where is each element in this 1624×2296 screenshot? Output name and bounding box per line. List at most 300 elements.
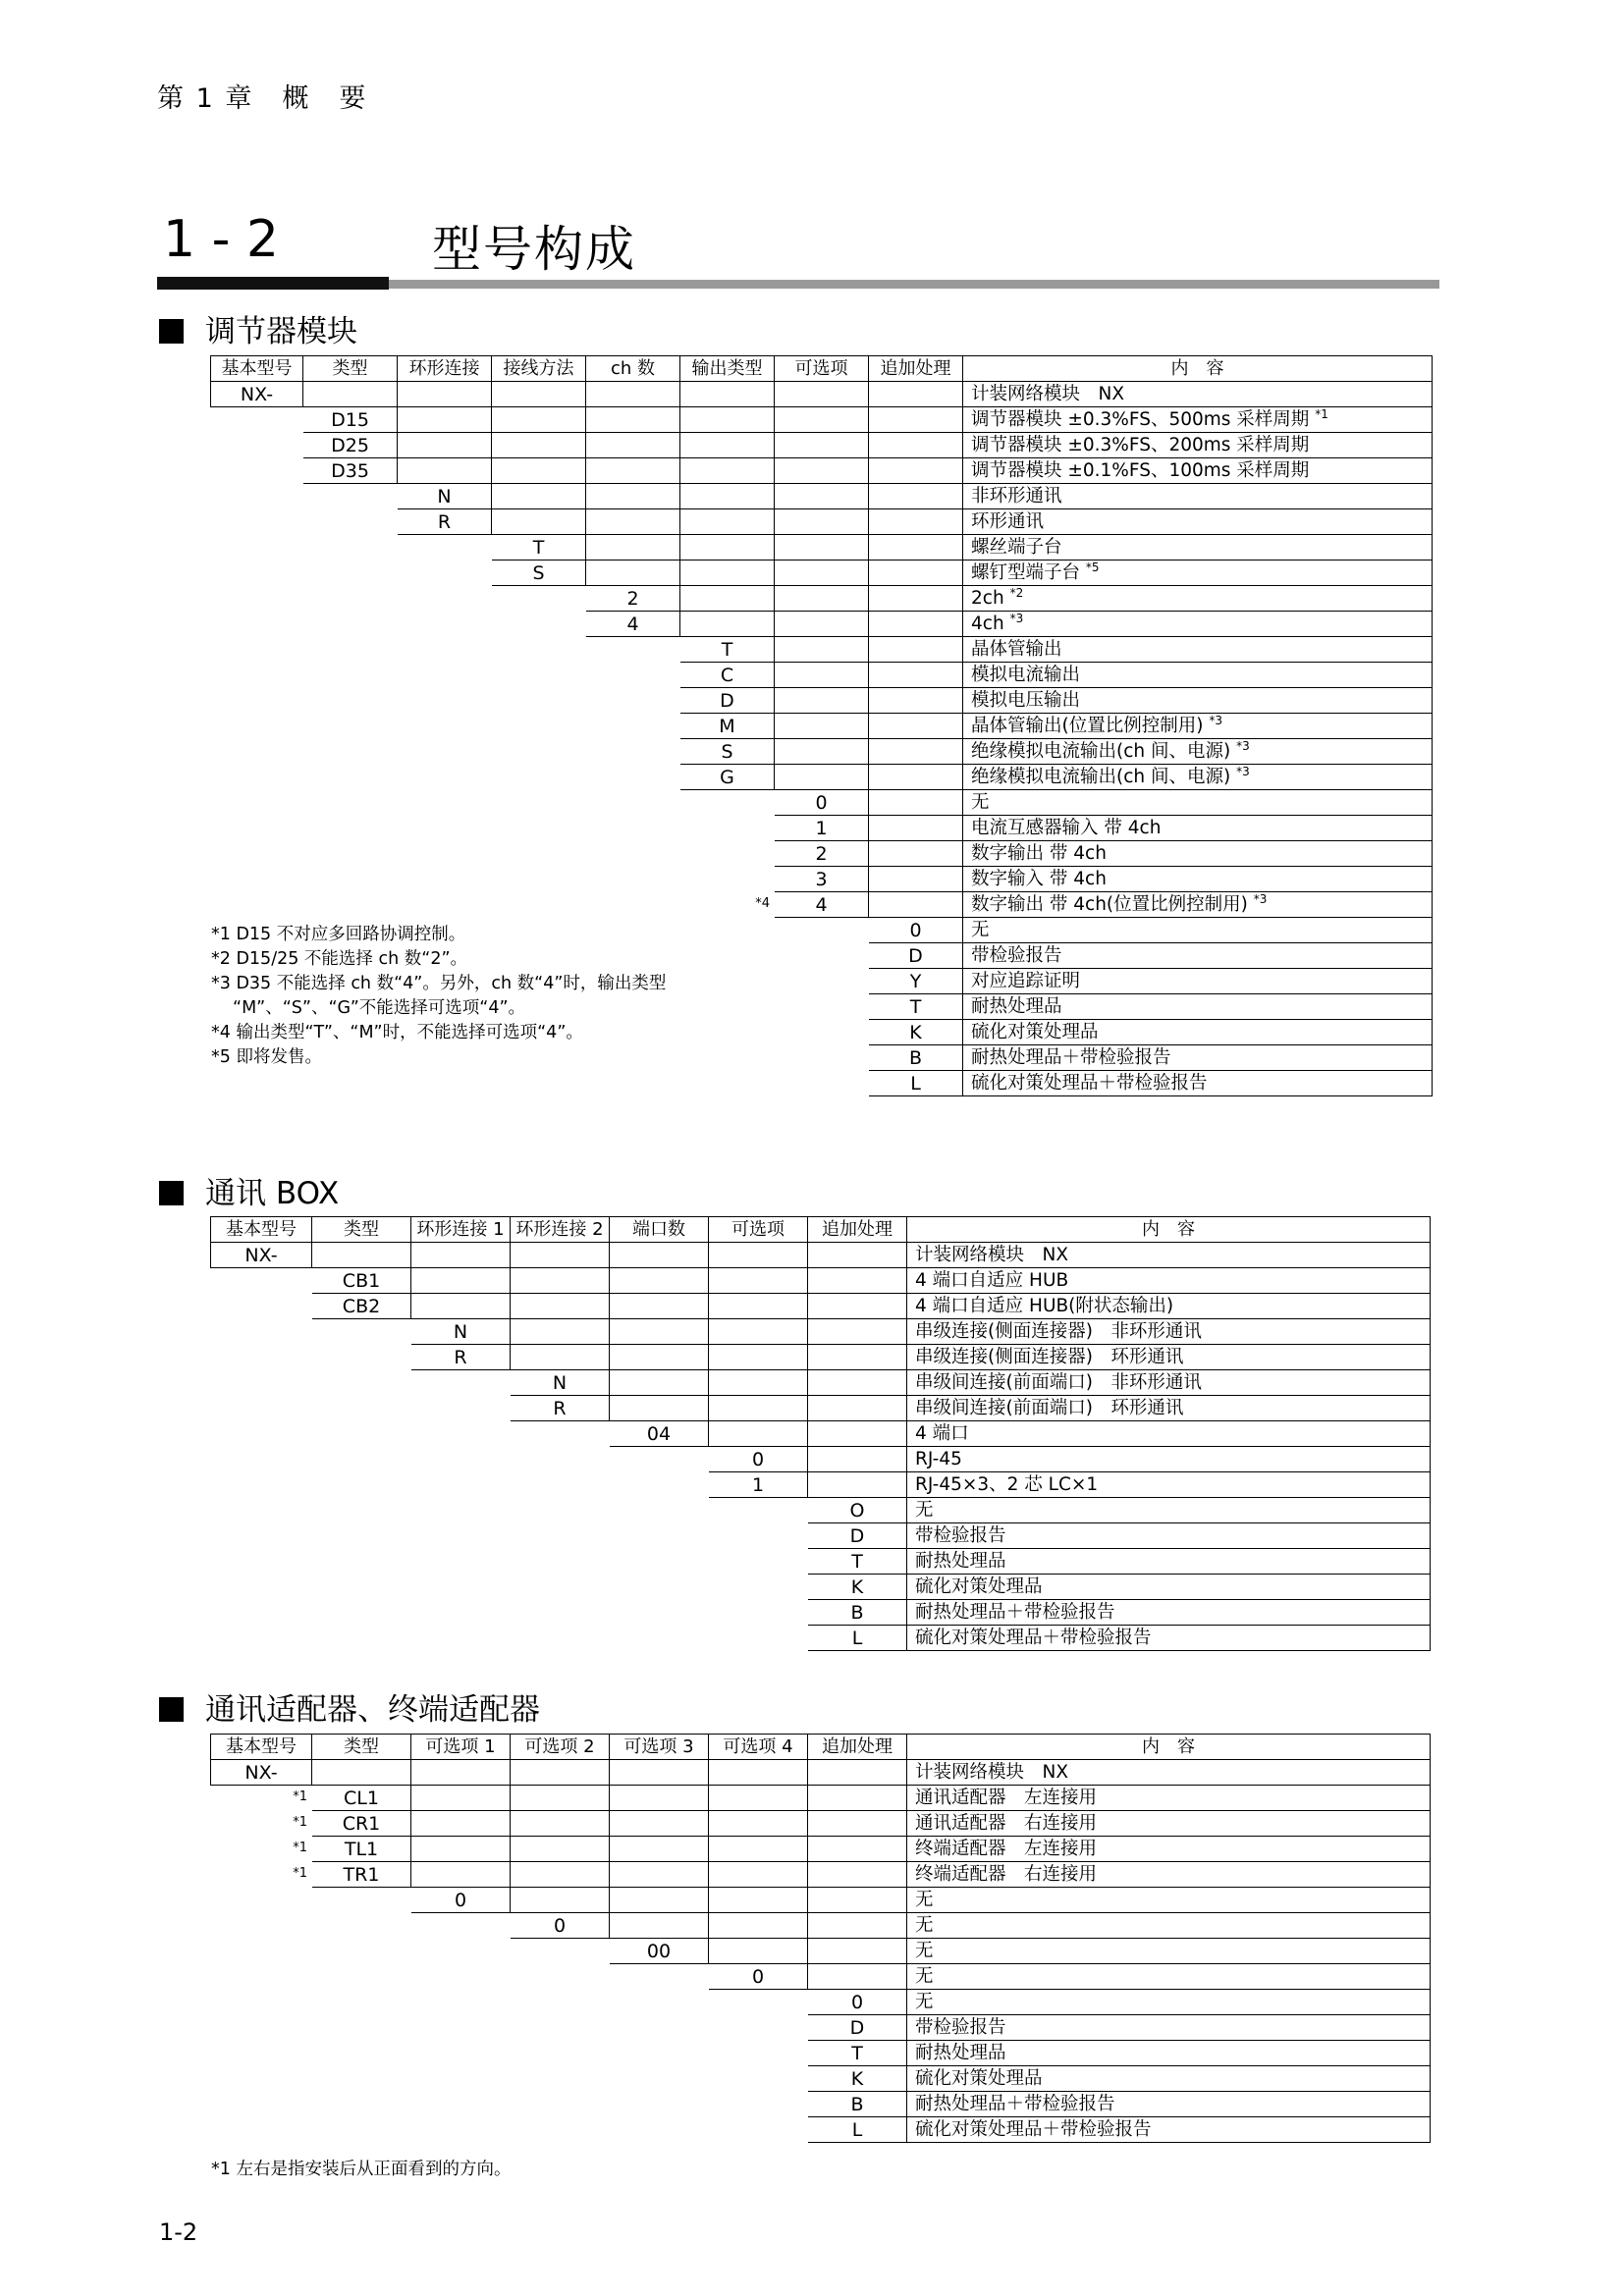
blank-cell <box>398 816 492 841</box>
table-row <box>211 382 1433 407</box>
blank-cell <box>312 1370 411 1396</box>
blank-cell <box>211 1319 312 1345</box>
table-row <box>211 586 1433 612</box>
code-cell: CL1 <box>312 1786 411 1811</box>
table-row <box>211 612 1433 637</box>
code-cell: D25 <box>303 433 398 458</box>
code-cell: 04 <box>610 1421 709 1447</box>
description-cell <box>963 1045 1433 1071</box>
empty-cell <box>680 382 775 407</box>
blank-cell <box>312 1345 411 1370</box>
table-row <box>211 1396 1431 1421</box>
table-row <box>211 1523 1431 1549</box>
square-bullet-icon <box>159 319 184 344</box>
blank-cell <box>709 1498 808 1523</box>
blank-cell <box>511 1626 610 1651</box>
empty-cell <box>808 1421 907 1447</box>
description-cell <box>907 1786 1431 1811</box>
description-cell <box>907 1345 1431 1370</box>
empty-cell <box>869 714 963 739</box>
blank-cell <box>709 2117 808 2143</box>
blank-cell <box>709 1575 808 1600</box>
empty-cell <box>709 1888 808 1913</box>
code-cell: K <box>869 1020 963 1045</box>
description-cell <box>907 1913 1431 1939</box>
blank-cell <box>709 2066 808 2092</box>
table-row <box>211 1447 1431 1472</box>
description-text: 无 <box>915 1914 934 1936</box>
column-header: 内 容 <box>907 1735 1431 1760</box>
blank-cell <box>511 2117 610 2143</box>
blank-cell <box>492 765 586 790</box>
code-cell: R <box>511 1396 610 1421</box>
description-text: 计装网络模块 NX <box>915 1761 1069 1783</box>
description-cell <box>907 1760 1431 1786</box>
blank-cell <box>312 1319 411 1345</box>
table-row <box>211 739 1433 765</box>
table-row <box>211 484 1433 509</box>
blank-cell <box>312 1396 411 1421</box>
blank-cell <box>398 867 492 892</box>
description-cell <box>963 407 1433 433</box>
table-row <box>211 688 1433 714</box>
empty-cell <box>808 1888 907 1913</box>
blank-cell <box>411 1600 511 1626</box>
blank-cell <box>586 867 680 892</box>
empty-cell <box>775 739 869 765</box>
description-cell <box>907 1396 1431 1421</box>
code-cell: S <box>680 739 775 765</box>
table-row <box>211 816 1433 841</box>
description-cell <box>907 1268 1431 1294</box>
description-cell <box>963 892 1433 918</box>
description-text: 带检验报告 <box>971 944 1062 966</box>
empty-cell <box>680 561 775 586</box>
empty-cell <box>492 407 586 433</box>
blank-cell <box>586 790 680 816</box>
table-row <box>211 765 1433 790</box>
empty-cell <box>869 407 963 433</box>
blank-cell <box>492 841 586 867</box>
code-cell: K <box>808 1575 907 1600</box>
description-text: 调节器模块 ±0.3%FS、500ms 采样周期 <box>971 408 1310 430</box>
blank-cell <box>211 612 303 637</box>
empty-cell <box>808 1811 907 1837</box>
blank-cell <box>312 2117 411 2143</box>
empty-cell <box>869 841 963 867</box>
blank-cell <box>211 1575 312 1600</box>
blank-cell <box>610 1990 709 2015</box>
empty-cell <box>411 1294 511 1319</box>
empty-cell <box>869 790 963 816</box>
code-cell: CB2 <box>312 1294 411 1319</box>
blank-cell <box>303 688 398 714</box>
blank-cell <box>211 1498 312 1523</box>
column-header: 追加处理 <box>808 1217 907 1243</box>
blank-cell <box>586 841 680 867</box>
description-text: 数字输出 带 4ch <box>971 842 1107 864</box>
blank-cell <box>610 2066 709 2092</box>
description-cell <box>963 1020 1433 1045</box>
empty-cell <box>586 484 680 509</box>
table-row <box>211 2015 1431 2041</box>
description-cell <box>963 637 1433 663</box>
table-row <box>211 1964 1431 1990</box>
square-bullet-icon <box>159 1697 184 1722</box>
empty-cell <box>492 484 586 509</box>
code-cell: CB1 <box>312 1268 411 1294</box>
blank-cell <box>411 1990 511 2015</box>
blank-cell <box>398 612 492 637</box>
blank-cell <box>211 1600 312 1626</box>
blank-cell <box>610 2041 709 2066</box>
empty-cell <box>709 1268 808 1294</box>
header-row <box>211 356 1433 382</box>
note-marker: *1 <box>293 1815 307 1830</box>
description-text: 无 <box>915 1991 934 2012</box>
description-cell <box>907 1990 1431 2015</box>
heading-comm-box <box>159 1174 339 1213</box>
description-text: RJ-45×3、2 芯 LC×1 <box>915 1473 1099 1495</box>
empty-cell <box>709 1939 808 1964</box>
blank-cell <box>398 841 492 867</box>
empty-cell <box>808 1345 907 1370</box>
empty-cell <box>775 382 869 407</box>
column-header: 内 容 <box>907 1217 1431 1243</box>
description-cell <box>963 612 1433 637</box>
table-row <box>211 1600 1431 1626</box>
blank-cell <box>303 612 398 637</box>
blank-cell <box>511 1421 610 1447</box>
blank-cell <box>211 2092 312 2117</box>
blank-cell <box>211 586 303 612</box>
note-reference: *2 <box>1009 585 1024 600</box>
code-cell: Y <box>869 969 963 994</box>
empty-cell <box>869 739 963 765</box>
empty-cell <box>610 1370 709 1396</box>
table-row <box>211 1549 1431 1575</box>
blank-cell <box>709 1549 808 1575</box>
table-row <box>211 1837 1431 1862</box>
table-row <box>211 841 1433 867</box>
blank-cell <box>312 1990 411 2015</box>
blank-cell <box>511 1575 610 1600</box>
description-text: RJ-45 <box>915 1448 962 1469</box>
table-row <box>211 663 1433 688</box>
code-cell: L <box>808 1626 907 1651</box>
blank-cell <box>312 2041 411 2066</box>
description-text: 串级间连接(前面端口) 非环形通讯 <box>915 1371 1202 1393</box>
blank-cell <box>211 1447 312 1472</box>
empty-cell <box>869 637 963 663</box>
empty-cell <box>869 509 963 535</box>
empty-cell <box>808 1319 907 1345</box>
table-row <box>211 1294 1431 1319</box>
description-cell <box>963 433 1433 458</box>
description-cell <box>907 1447 1431 1472</box>
blank-cell <box>709 2092 808 2117</box>
empty-cell <box>775 509 869 535</box>
blank-cell <box>492 739 586 765</box>
table-row <box>211 509 1433 535</box>
description-cell <box>963 714 1433 739</box>
blank-cell <box>492 688 586 714</box>
empty-cell <box>680 586 775 612</box>
blank-cell <box>511 1549 610 1575</box>
code-cell: 0 <box>775 790 869 816</box>
note-reference: *3 <box>1009 611 1024 625</box>
blank-cell <box>411 1523 511 1549</box>
empty-cell <box>709 1811 808 1837</box>
empty-cell <box>411 1243 511 1268</box>
blank-cell <box>492 816 586 841</box>
description-text: 4ch <box>971 613 1004 634</box>
blank-cell <box>303 841 398 867</box>
description-text: 硫化对策处理品 <box>915 1575 1043 1597</box>
note-reference: *3 <box>1236 738 1250 753</box>
blank-cell <box>398 714 492 739</box>
blank-cell <box>411 1939 511 1964</box>
column-header: 环形连接 <box>398 356 492 382</box>
blank-cell <box>312 1888 411 1913</box>
column-header: 内 容 <box>963 356 1433 382</box>
empty-cell <box>511 1294 610 1319</box>
empty-cell <box>709 1421 808 1447</box>
description-text: 绝缘模拟电流输出(ch 间、电源) <box>971 766 1231 787</box>
adapter-footnote: *1 左右是指安装后从正面看到的方向。 <box>211 2160 512 2179</box>
blank-cell <box>492 867 586 892</box>
empty-cell <box>312 1760 411 1786</box>
code-cell: B <box>808 2092 907 2117</box>
code-cell: N <box>511 1370 610 1396</box>
code-cell: T <box>492 535 586 561</box>
note-reference: *1 <box>1315 406 1328 421</box>
table-row <box>211 1421 1431 1447</box>
code-cell: NX- <box>211 1760 312 1786</box>
description-text: 计装网络模块 NX <box>971 383 1125 404</box>
blank-cell <box>511 1447 610 1472</box>
blank-cell <box>303 561 398 586</box>
blank-cell <box>411 2117 511 2143</box>
description-text: 非环形通讯 <box>971 485 1062 507</box>
code-cell: D35 <box>303 458 398 484</box>
description-text: 调节器模块 ±0.3%FS、200ms 采样周期 <box>971 434 1310 455</box>
description-cell <box>963 841 1433 867</box>
empty-cell <box>869 663 963 688</box>
description-text: 4 端口自适应 HUB <box>915 1269 1069 1291</box>
code-cell: T <box>808 1549 907 1575</box>
description-text: 耐热处理品＋带检验报告 <box>915 2093 1115 2114</box>
empty-cell <box>709 1345 808 1370</box>
blank-cell <box>211 1888 312 1913</box>
blank-cell <box>586 714 680 739</box>
description-text: 耐热处理品＋带检验报告 <box>915 1601 1115 1623</box>
description-cell <box>963 535 1433 561</box>
table-row <box>211 1811 1431 1837</box>
empty-cell <box>709 1837 808 1862</box>
empty-cell <box>808 1294 907 1319</box>
description-cell <box>907 1811 1431 1837</box>
blank-cell <box>211 1421 312 1447</box>
empty-cell <box>808 1837 907 1862</box>
empty-cell <box>775 407 869 433</box>
description-cell <box>907 1862 1431 1888</box>
description-cell <box>963 1071 1433 1096</box>
blank-cell <box>492 892 586 918</box>
description-cell <box>907 2041 1431 2066</box>
description-cell <box>963 484 1433 509</box>
blank-cell <box>511 1600 610 1626</box>
description-text: 串级连接(侧面连接器) 非环形通讯 <box>915 1320 1202 1342</box>
code-cell: 0 <box>511 1913 610 1939</box>
code-cell: 00 <box>610 1939 709 1964</box>
empty-cell <box>411 1786 511 1811</box>
blank-cell <box>610 1447 709 1472</box>
description-text: 终端适配器 右连接用 <box>915 1863 1098 1885</box>
table-row <box>211 1862 1431 1888</box>
blank-cell <box>610 1498 709 1523</box>
blank-cell <box>211 535 303 561</box>
description-text: 耐热处理品＋带检验报告 <box>971 1046 1171 1068</box>
blank-cell <box>709 2041 808 2066</box>
table-row <box>211 1760 1431 1786</box>
code-cell: 2 <box>775 841 869 867</box>
code-cell: G <box>680 765 775 790</box>
description-cell <box>907 2092 1431 2117</box>
empty-cell <box>586 561 680 586</box>
code-cell: 1 <box>775 816 869 841</box>
empty-cell <box>808 1370 907 1396</box>
blank-cell <box>411 2066 511 2092</box>
blank-cell <box>303 535 398 561</box>
description-cell <box>963 561 1433 586</box>
blank-cell <box>511 1939 610 1964</box>
blank-cell <box>312 1626 411 1651</box>
description-text: 通讯适配器 右连接用 <box>915 1812 1098 1834</box>
table-row <box>211 867 1433 892</box>
table-row <box>211 1370 1431 1396</box>
blank-cell <box>312 1913 411 1939</box>
table-row <box>211 918 1433 943</box>
blank-cell <box>411 2041 511 2066</box>
blank-cell <box>511 1964 610 1990</box>
blank-cell <box>398 688 492 714</box>
empty-cell <box>808 1786 907 1811</box>
description-text: 串级连接(侧面连接器) 环形通讯 <box>915 1346 1184 1367</box>
heading-text: 调节器模块 <box>205 314 357 349</box>
column-header: 基本型号 <box>211 1735 312 1760</box>
empty-cell <box>610 1760 709 1786</box>
description-text: 无 <box>971 919 990 940</box>
empty-cell <box>586 458 680 484</box>
empty-cell <box>869 535 963 561</box>
description-cell <box>907 1939 1431 1964</box>
description-cell <box>907 1370 1431 1396</box>
blank-cell <box>411 1575 511 1600</box>
code-cell: 0 <box>709 1447 808 1472</box>
blank-cell <box>411 1498 511 1523</box>
code-cell: D <box>869 943 963 969</box>
empty-cell <box>869 867 963 892</box>
table-row <box>211 1345 1431 1370</box>
blank-cell <box>586 739 680 765</box>
blank-cell <box>511 2041 610 2066</box>
blank-cell <box>411 1396 511 1421</box>
blank-cell <box>211 637 303 663</box>
model-table-comm-box <box>210 1216 1431 1651</box>
blank-cell <box>211 1268 312 1294</box>
empty-cell <box>511 1243 610 1268</box>
column-header: ch 数 <box>586 356 680 382</box>
blank-cell <box>610 1472 709 1498</box>
description-text: 环形通讯 <box>971 510 1045 532</box>
empty-cell <box>709 1396 808 1421</box>
empty-cell <box>680 535 775 561</box>
description-text: 硫化对策处理品＋带检验报告 <box>915 2118 1152 2140</box>
square-bullet-icon <box>159 1181 184 1205</box>
blank-cell <box>211 458 303 484</box>
blank-cell <box>211 1913 312 1939</box>
blank-cell <box>398 790 492 816</box>
blank-cell <box>211 1523 312 1549</box>
blank-cell <box>303 637 398 663</box>
blank-cell <box>511 2015 610 2041</box>
description-text: 终端适配器 左连接用 <box>915 1838 1098 1859</box>
empty-cell <box>680 407 775 433</box>
blank-cell <box>211 407 303 433</box>
column-header: 可选项 <box>775 356 869 382</box>
description-text: 无 <box>915 1965 934 1987</box>
empty-cell <box>586 509 680 535</box>
code-cell: L <box>808 2117 907 2143</box>
blank-cell <box>211 867 303 892</box>
code-cell: 4 <box>586 612 680 637</box>
blank-cell <box>411 1626 511 1651</box>
blank-cell <box>211 2066 312 2092</box>
blank-cell <box>303 739 398 765</box>
column-header: 接线方法 <box>492 356 586 382</box>
blank-cell <box>312 1472 411 1498</box>
description-text: 调节器模块 ±0.1%FS、100ms 采样周期 <box>971 459 1310 481</box>
empty-cell <box>511 1786 610 1811</box>
code-cell: S <box>492 561 586 586</box>
table-row <box>211 714 1433 739</box>
empty-cell <box>709 1319 808 1345</box>
blank-cell <box>312 2066 411 2092</box>
code-cell: T <box>680 637 775 663</box>
table-row <box>211 1243 1431 1268</box>
blank-cell <box>411 1447 511 1472</box>
empty-cell <box>869 765 963 790</box>
description-cell <box>963 663 1433 688</box>
heading-text: 通讯适配器、终端适配器 <box>205 1692 540 1728</box>
empty-cell <box>511 1760 610 1786</box>
empty-cell <box>610 1862 709 1888</box>
code-cell: NX- <box>211 382 303 407</box>
empty-cell <box>398 458 492 484</box>
column-header: 追加处理 <box>808 1735 907 1760</box>
code-cell: 4 <box>775 892 869 918</box>
description-text: 螺丝端子台 <box>971 536 1062 558</box>
empty-cell <box>610 1786 709 1811</box>
table-row <box>211 1472 1431 1498</box>
blank-cell <box>610 2117 709 2143</box>
empty-cell <box>709 1294 808 1319</box>
description-text: 绝缘模拟电流输出(ch 间、电源) <box>971 740 1231 762</box>
note-reference: *3 <box>1209 713 1222 727</box>
blank-cell <box>211 484 303 509</box>
note-reference: *5 <box>1085 560 1100 574</box>
